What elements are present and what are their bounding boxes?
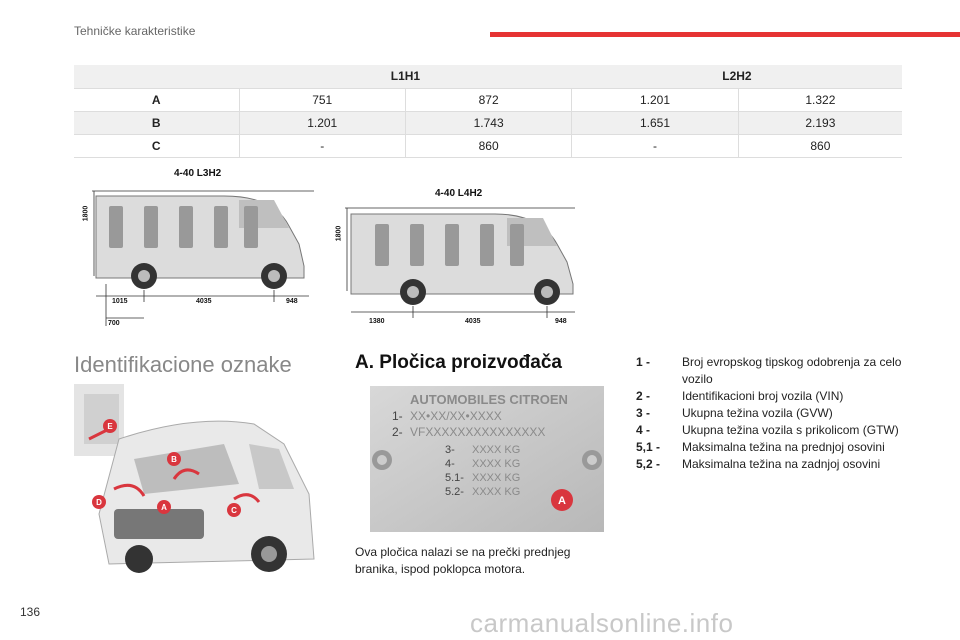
section-title-plate: A. Pločica proizvođača xyxy=(355,352,562,373)
legend-number: 2 - xyxy=(636,389,651,403)
marker-label: B xyxy=(171,455,177,464)
table-cell: 860 xyxy=(738,134,902,157)
van-title: 4-40 L4H2 xyxy=(435,188,483,199)
van-title: 4-40 L3H2 xyxy=(174,168,222,179)
list-item xyxy=(636,456,916,473)
marker-label: C xyxy=(231,506,237,515)
section-title-identification: Identifikacione oznake xyxy=(74,352,292,377)
legend-number: 5,1 - xyxy=(636,440,661,454)
row-label: A xyxy=(74,88,239,111)
legend-number: 1 - xyxy=(636,355,651,369)
height-dimension: 1800 xyxy=(82,205,90,222)
legend-text: Ukupna težina vozila s prikolicom (GTW) xyxy=(682,423,899,437)
legend-number: 5,2 - xyxy=(636,457,661,471)
header-accent-bar xyxy=(490,32,960,37)
list-item xyxy=(636,422,916,439)
plate-weight-label: 4- xyxy=(445,458,455,470)
dimension-label: 1380 xyxy=(369,318,385,325)
row-label: C xyxy=(74,134,239,157)
table-cell: 751 xyxy=(239,88,405,111)
table-header-row xyxy=(74,65,902,88)
plate-weight-label: 5.2- xyxy=(445,486,464,498)
table-cell: 872 xyxy=(405,88,571,111)
list-item xyxy=(636,388,916,405)
header-title: Tehničke karakteristike xyxy=(74,24,196,38)
table-cell: 1.651 xyxy=(572,111,738,134)
page-number: 136 xyxy=(20,605,41,619)
table-header-l2h2: L2H2 xyxy=(572,65,902,88)
manufacturer-plate-illustration xyxy=(370,386,604,532)
plate-line2-label: 2- xyxy=(392,425,403,439)
van-l3h2-illustration xyxy=(74,166,324,334)
van-diagram-l4h2 xyxy=(335,186,585,334)
table-cell: 1.201 xyxy=(572,88,738,111)
legend-list xyxy=(636,354,916,473)
legend-text: Maksimalna težina na prednjoj osovini xyxy=(682,440,885,454)
table-cell: - xyxy=(572,134,738,157)
table-header-empty xyxy=(74,65,239,88)
plate-line1-label: 1- xyxy=(392,409,403,423)
table-cell: 860 xyxy=(405,134,571,157)
list-item xyxy=(636,405,916,422)
marker-label: D xyxy=(96,498,102,507)
plate-brand: AUTOMOBILES CITROEN xyxy=(410,392,568,407)
watermark: carmanualsonline.info xyxy=(470,608,734,638)
van-identification-illustration xyxy=(74,384,324,584)
plate-caption: Ova pločica nalazi se na prečki prednjeg branika, ispod poklopca motora. xyxy=(355,545,571,576)
plate-weight-label: 3- xyxy=(445,444,455,456)
table-header-l1h1: L1H1 xyxy=(239,65,572,88)
table-cell: 1.743 xyxy=(405,111,571,134)
marker-label: A xyxy=(161,503,167,512)
table-row xyxy=(74,88,902,111)
height-dimension: 1800 xyxy=(335,225,343,242)
table-cell: 1.201 xyxy=(239,111,405,134)
table-row xyxy=(74,111,902,134)
dimension-label: 4035 xyxy=(465,318,481,325)
plate-weight-value: XXXX KG xyxy=(472,458,521,470)
spec-table xyxy=(74,65,902,158)
plate-marker: A xyxy=(558,495,566,507)
plate-weight-value: XXXX KG xyxy=(472,486,521,498)
plate-weight-value: XXXX KG xyxy=(472,444,521,456)
table-row xyxy=(74,134,902,157)
dimension-label: 948 xyxy=(286,298,298,305)
dimension-label: 4035 xyxy=(196,298,212,305)
legend-text: Ukupna težina vozila (GVW) xyxy=(682,406,833,420)
list-item xyxy=(636,354,916,388)
plate-weight-label: 5.1- xyxy=(445,472,464,484)
van-l4h2-illustration xyxy=(335,186,585,334)
legend-text: Broj evropskog tipskog odobrenja za celo vozilo xyxy=(682,355,902,386)
plate-line1: XX•XX/XX•XXXX xyxy=(410,409,502,423)
table-cell: 1.322 xyxy=(738,88,902,111)
table-cell: 2.193 xyxy=(738,111,902,134)
legend-text: Maksimalna težina na zadnjoj osovini xyxy=(682,457,881,471)
plate-weight-value: XXXX KG xyxy=(472,472,521,484)
legend-number: 4 - xyxy=(636,423,651,437)
plate-line2: VFXXXXXXXXXXXXXXX xyxy=(410,425,546,439)
row-label: B xyxy=(74,111,239,134)
legend-text: Identifikacioni broj vozila (VIN) xyxy=(682,389,844,403)
marker-label: E xyxy=(107,422,113,431)
legend-number: 3 - xyxy=(636,406,651,420)
dimension-label: 948 xyxy=(555,318,567,325)
dimension-label: 700 xyxy=(108,320,120,327)
list-item xyxy=(636,439,916,456)
table-cell: - xyxy=(239,134,405,157)
dimension-label: 1015 xyxy=(112,298,128,305)
van-diagram-l3h2 xyxy=(74,166,324,334)
